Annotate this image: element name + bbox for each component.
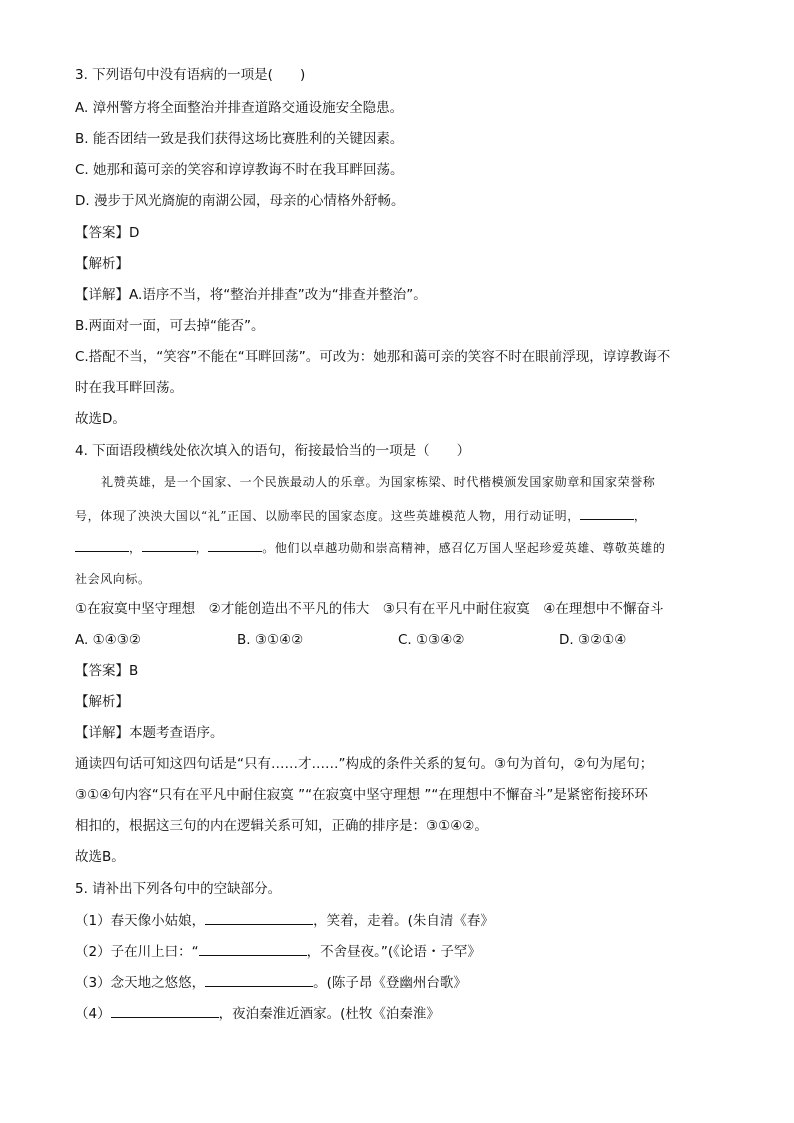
q3-option-b: B. 能否团结一致是我们获得这场比赛胜利的关键因素。 <box>75 131 404 147</box>
fill-blank <box>205 973 313 987</box>
fill-blank <box>111 1004 219 1018</box>
fill-blank <box>205 911 313 925</box>
q3-option-c: C. 她那和蔼可亲的笑容和谆谆教诲不时在我耳畔回荡。 <box>75 162 404 178</box>
item-pre: （1）春天像小姑娘， <box>75 913 206 929</box>
q3-option-d: D. 漫步于风光旖旎的南湖公园，母亲的心情格外舒畅。 <box>75 193 405 209</box>
item-post: 。(陈子昂《登幽州台歌》 <box>313 975 467 991</box>
q4-detail-3: 相扣的，根据这三句的内在逻辑关系可知，正确的排序是：③①④②。 <box>75 818 488 834</box>
q5-item-2 <box>75 942 481 961</box>
q3-stem: 3. 下列语句中没有语病的一项是( ) <box>75 67 306 83</box>
q4-choice-b: B. ③①④② <box>237 632 304 648</box>
passage-text: 号，体现了泱泱大国以“礼”正国、以励率民的国家态度。这些英雄模范人物，用行动证明， <box>75 509 580 523</box>
q4-passage-line1: 礼赞英雄，是一个国家、一个民族最动人的乐章。为国家栋梁、时代楷模颁发国家勋章和国家荣誉称 <box>101 475 656 489</box>
answer-label: 【答案】 <box>75 225 129 241</box>
item-post: ，夜泊秦淮近酒家。(杜牧《泊秦淮》 <box>218 1006 440 1022</box>
q3-detail-4: 时在我耳畔回荡。 <box>75 380 183 396</box>
fill-blank <box>580 506 634 520</box>
item-post: ，不舍昼夜。”(《论语・子罕》 <box>306 944 481 960</box>
q4-passage-line4: 社会风向标。 <box>75 572 151 586</box>
item-pre: （4） <box>75 1006 111 1022</box>
q4-answer <box>75 662 138 680</box>
detail-text: 本题考查语序。 <box>129 725 224 741</box>
q3-option-a: A. 漳州警方将全面整治并排查道路交通设施安全隐患。 <box>75 100 404 116</box>
punct: ， <box>195 541 209 555</box>
q5-item-4 <box>75 1004 440 1023</box>
q4-stem: 4. 下面语段横线处依次填入的语句，衔接最恰当的一项是（ ） <box>75 443 471 459</box>
q3-answer <box>75 224 139 242</box>
q4-detail-1: 通读四句话可知这四句话是“只有……才……”构成的条件关系的复句。③句为首句，②句为尾句； <box>75 756 654 772</box>
q4-passage-line2 <box>75 506 646 525</box>
fill-blank <box>142 538 196 552</box>
fill-blank <box>75 538 129 552</box>
q3-detail-5: 故选D。 <box>75 411 126 427</box>
q4-detail-first <box>75 724 224 742</box>
fill-blank <box>199 942 307 956</box>
punct: ， <box>633 509 647 523</box>
q4-items: ①在寂寞中坚守理想 ②才能创造出不平凡的伟大 ③只有在平凡中耐住寂寞 ④在理想中不懈奋斗 <box>75 601 664 617</box>
passage-text: 。他们以卓越功勋和崇高精神，感召亿万国人坚起珍爱英雄、尊敬英雄的 <box>262 541 666 555</box>
q4-passage-line3 <box>75 538 665 557</box>
answer-label: 【答案】 <box>75 663 129 679</box>
q4-analysis-label: 【解析】 <box>75 694 129 710</box>
answer-value: B <box>129 663 139 679</box>
q4-choice-a: A. ①④③② <box>75 632 141 648</box>
q3-detail-3: C.搭配不当，“笑容”不能在“耳畔回荡”。可改为：她那和蔼可亲的笑容不时在眼前浮现，谆谆教诲不 <box>75 349 671 365</box>
q5-item-1 <box>75 911 494 930</box>
q5-item-3 <box>75 973 467 992</box>
answer-value: D <box>129 225 140 241</box>
item-post: ，笑着，走着。(朱自清《春》 <box>313 913 494 929</box>
q4-detail-4: 故选B。 <box>75 849 125 865</box>
punct: ， <box>129 541 142 555</box>
detail-label: 【详解】 <box>75 725 129 741</box>
q3-analysis-label: 【解析】 <box>75 256 129 272</box>
q4-choice-d: D. ③②①④ <box>559 632 627 648</box>
item-pre: （3）念天地之悠悠， <box>75 975 206 991</box>
q3-detail-1 <box>75 286 427 304</box>
q5-stem: 5. 请补出下列各句中的空缺部分。 <box>75 881 282 897</box>
detail-label: 【详解】 <box>75 287 129 303</box>
q3-detail-2: B.两面对一面，可去掉“能否”。 <box>75 318 265 334</box>
q4-detail-2: ③①④句内容“只有在平凡中耐住寂寞 ”“在寂寞中坚守理想 ”“在理想中不懈奋斗”是紧密衔接环环 <box>75 787 648 803</box>
q4-choice-c: C. ①③④② <box>398 632 465 648</box>
item-pre: （2）子在川上曰：“ <box>75 944 199 960</box>
fill-blank <box>208 538 262 552</box>
detail-text: A.语序不当，将“整治并排查”改为“排查并整治”。 <box>129 287 427 303</box>
